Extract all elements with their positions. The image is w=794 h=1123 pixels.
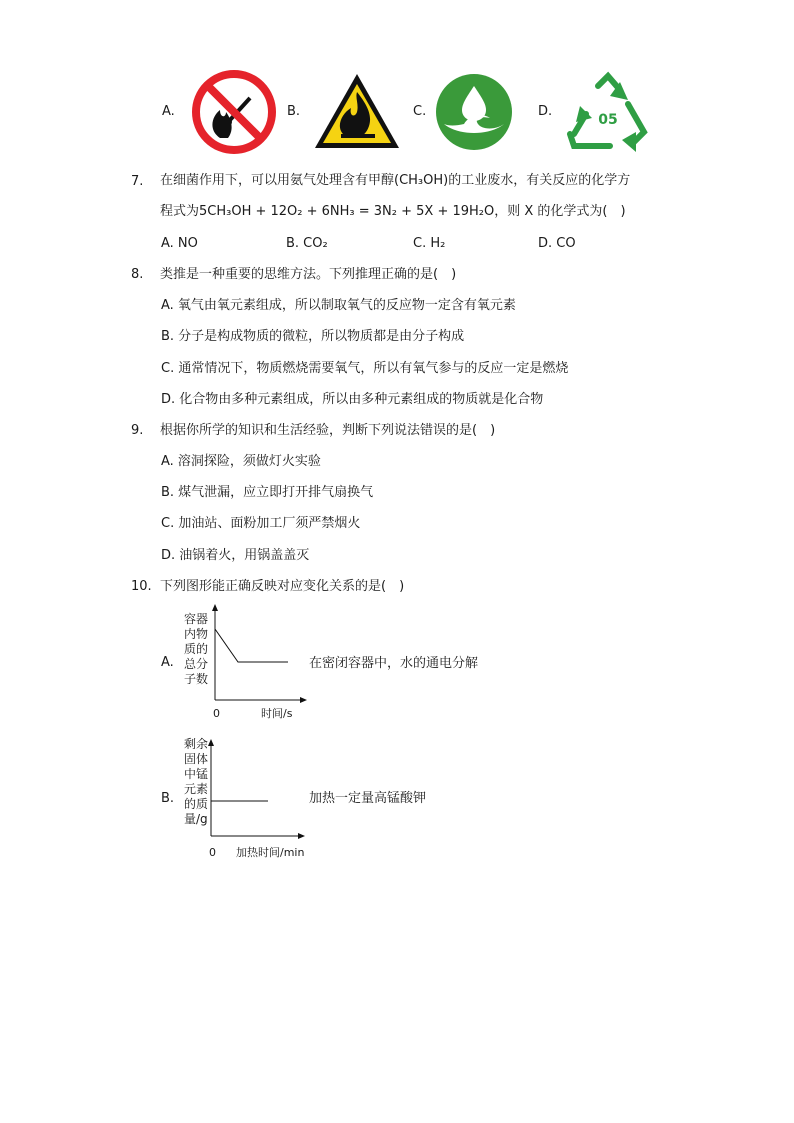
q10-graph-a-curve	[215, 629, 288, 662]
q8-option-b: B. 分子是构成物质的微粒，所以物质都是由分子构成	[161, 329, 465, 344]
ylabel-line: 容器	[184, 612, 209, 626]
ylabel-line: 中锰	[184, 767, 209, 781]
q7-option-d: D. CO	[538, 236, 576, 251]
q9-option-c: C. 加油站、面粉加工厂须严禁烟火	[161, 516, 361, 531]
ylabel-line: 内物	[184, 627, 209, 641]
q10-graph-a-caption: 在密闭容器中，水的通电分解	[309, 656, 479, 671]
q7-option-c: C. H₂	[413, 236, 446, 251]
q7-line-1: 在细菌作用下，可以用氨气处理含有甲醇(CH₃OH)的工业废水，有关反应的化学方	[160, 173, 631, 188]
water-saving-icon	[434, 72, 514, 152]
q7-option-a: A. NO	[161, 236, 198, 251]
q10-graph-b-label: B.	[161, 791, 175, 806]
recycle-05-icon	[562, 70, 654, 152]
q6-option-a-label: A.	[162, 104, 175, 119]
q10-graph-a-xlabel: 时间/s	[261, 707, 293, 720]
ylabel-line: 质的	[184, 642, 209, 656]
q7-option-b: B. CO₂	[286, 236, 328, 251]
q8-number: 8.	[131, 267, 144, 282]
q6-option-c-label: C.	[413, 104, 427, 119]
q9-option-a: A. 溶洞探险，须做灯火实验	[161, 454, 321, 469]
q10-graph-b-axes	[206, 736, 308, 840]
q10-graph-b-xlabel: 加热时间/min	[236, 846, 305, 859]
q10-graph-a-ylabel	[184, 612, 208, 687]
q10-graph-a-origin: 0	[213, 707, 220, 720]
q8-option-d: D. 化合物由多种元素组成，所以由多种元素组成的物质就是化合物	[161, 392, 544, 407]
ylabel-line: 量/g	[184, 812, 208, 826]
q6-option-b-label: B.	[287, 104, 301, 119]
recycle-code: 05	[598, 112, 618, 128]
ylabel-line: 固体	[184, 752, 209, 766]
q10-stem: 下列图形能正确反映对应变化关系的是( )	[160, 579, 405, 594]
ylabel-line: 的质	[184, 797, 209, 811]
q10-graph-a-label: A.	[161, 655, 174, 670]
q9-number: 9.	[131, 423, 144, 438]
q9-stem: 根据你所学的知识和生活经验，判断下列说法错误的是( )	[160, 423, 496, 438]
q8-option-a: A. 氧气由氧元素组成，所以制取氧气的反应物一定含有氧元素	[161, 298, 516, 313]
ylabel-line: 元素	[184, 782, 209, 796]
ylabel-line: 剩余	[184, 737, 209, 751]
q10-number: 10.	[131, 579, 152, 594]
q9-option-d: D. 油锅着火，用锅盖盖灭	[161, 548, 310, 563]
ylabel-line: 子数	[184, 672, 209, 686]
q9-option-b: B. 煤气泄漏，应立即打开排气扇换气	[161, 485, 374, 500]
q8-option-c: C. 通常情况下，物质燃烧需要氧气，所以有氧气参与的反应一定是燃烧	[161, 361, 569, 376]
q10-graph-b-ylabel	[184, 737, 208, 827]
q10-graph-a-axes	[210, 602, 310, 704]
q7-number: 7.	[131, 174, 144, 189]
q7-line-2: 程式为5CH₃OH + 12O₂ + 6NH₃ = 3N₂ + 5X + 19H₂O，则 X 的化学式为( )	[160, 204, 626, 219]
q6-option-d-label: D.	[538, 104, 553, 119]
ylabel-line: 总分	[184, 657, 209, 671]
q8-stem: 类推是一种重要的思维方法。下列推理正确的是( )	[160, 267, 457, 282]
q10-graph-b-caption: 加热一定量高锰酸钾	[309, 791, 427, 806]
no-fire-icon	[190, 68, 278, 156]
flammable-warning-icon	[311, 70, 403, 152]
q10-graph-b-origin: 0	[209, 846, 216, 859]
